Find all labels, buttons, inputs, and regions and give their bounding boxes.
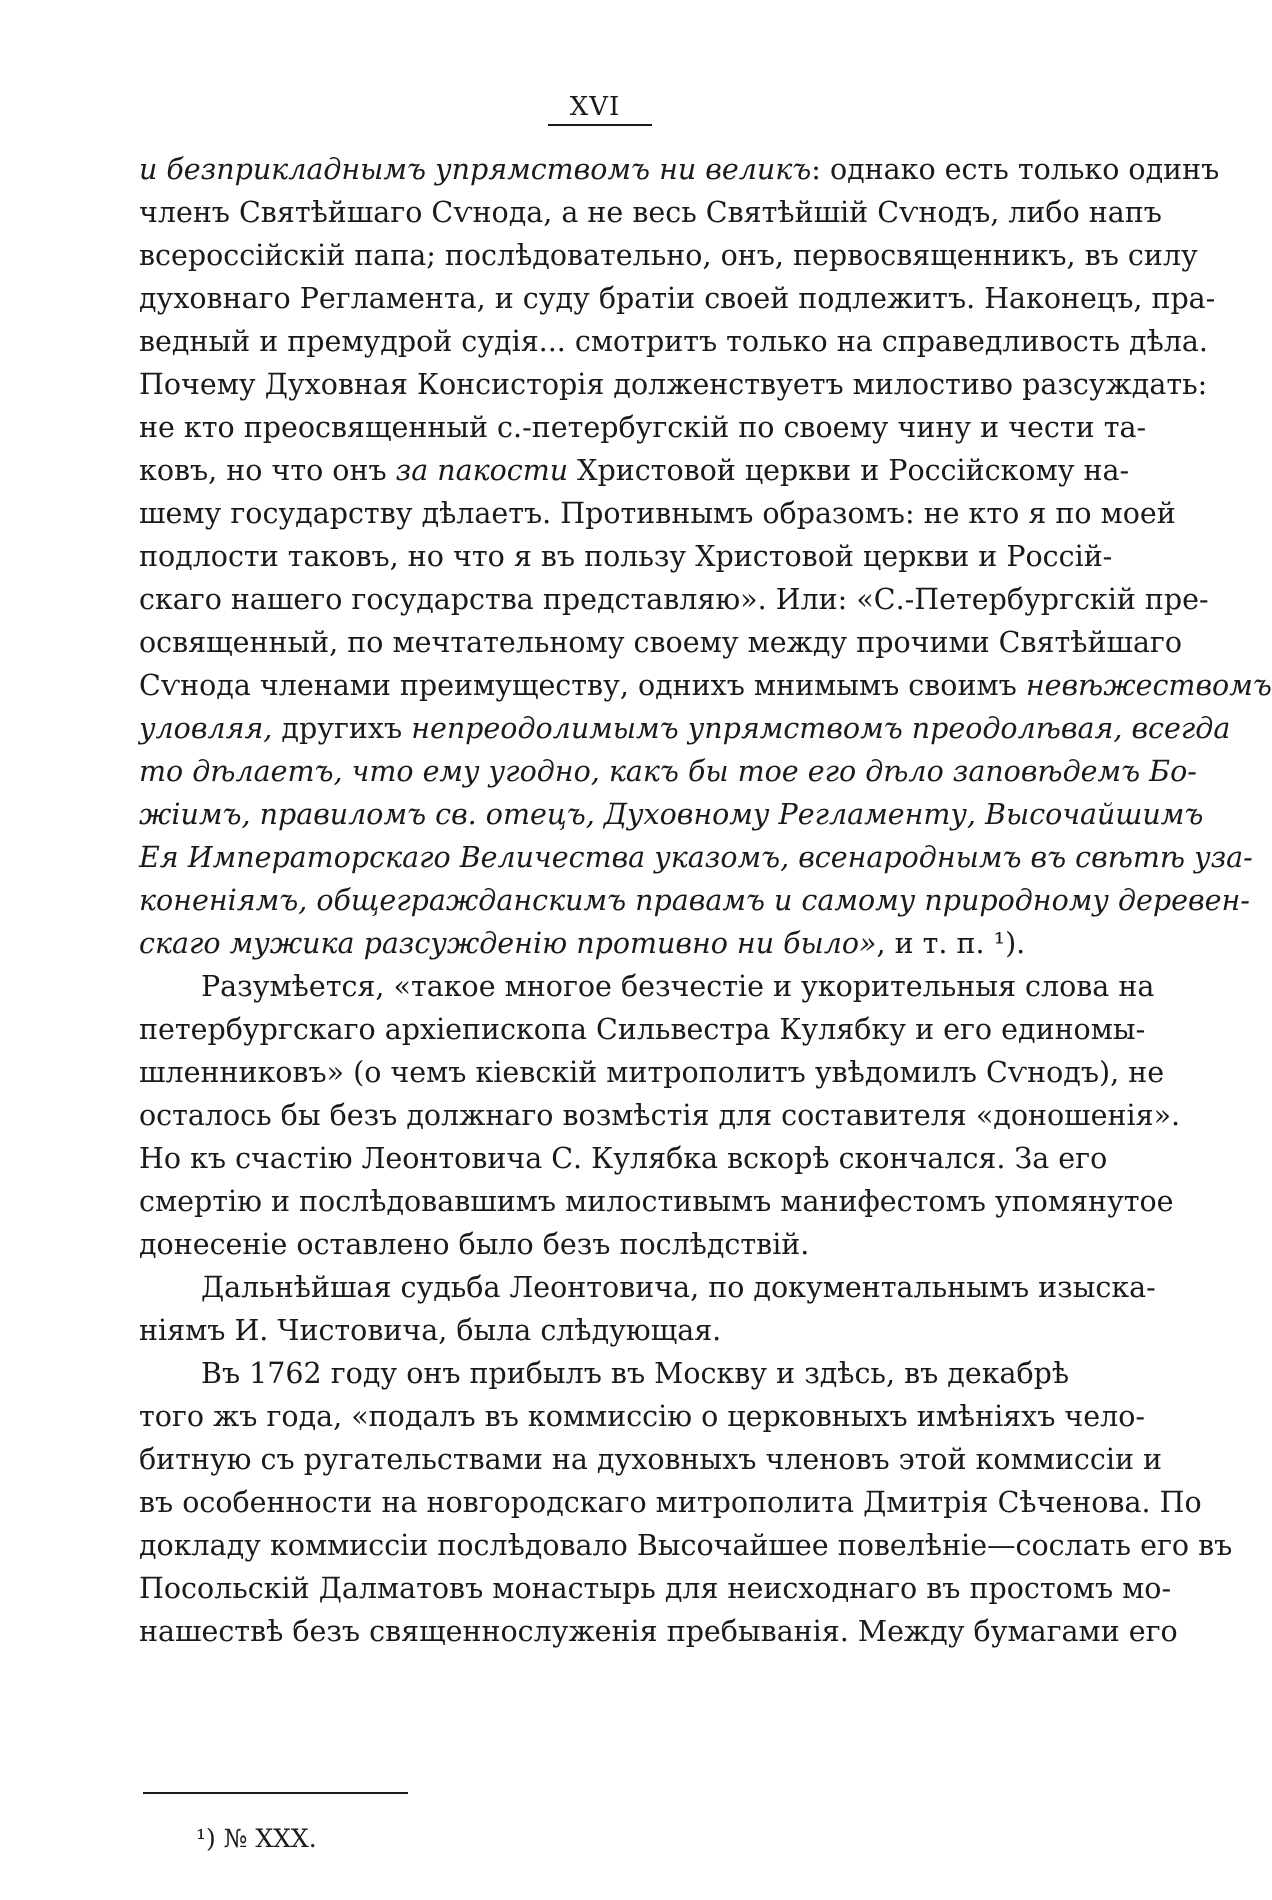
text-line [139, 664, 1272, 707]
paragraph [139, 1352, 1233, 1653]
text-run: того жъ года, «подалъ въ коммиссію о церковныхъ имѣніяхъ чело- [139, 1400, 1146, 1433]
text-line [139, 836, 1253, 879]
text-line [139, 535, 1113, 578]
text-run: въ особенности на новгородскаго митрополита Дмитрія Сѣченова. По [139, 1486, 1202, 1519]
text-line [139, 965, 1155, 1008]
text-run: Почему Духовная Консисторія долженствуетъ милостиво разсуждать: [139, 368, 1208, 401]
text-line [139, 750, 1197, 793]
text-line [139, 1352, 1070, 1395]
italic-text: Ея Императорскаго Величества указомъ, всенароднымъ въ свѣтѣ уза- [139, 841, 1253, 874]
text-run: шленниковъ» (о чемъ кіевскій митрополитъ увѣдомилъ Сѵнодъ), не [139, 1056, 1165, 1089]
italic-text: невѣжествомъ [1025, 669, 1272, 702]
text-run: Христовой церкви и Россійскому на- [568, 454, 1130, 487]
italic-text: скаго мужика разсужденію противно ни было» [139, 927, 877, 960]
text-line [139, 363, 1208, 406]
text-line [139, 922, 1061, 965]
text-line [139, 1266, 1156, 1309]
text-line [139, 277, 1216, 320]
text-run: духовнаго Регламента, и суду братіи своей подлежитъ. Наконецъ, пра- [139, 282, 1216, 315]
text-run: Посольскій Далматовъ монастырь для неисходнаго въ простомъ мо- [139, 1572, 1172, 1605]
header-rule [548, 124, 652, 126]
text-line [139, 707, 1231, 750]
text-run: скаго нашего государства представляю». Или: «С.-Петербургскій пре- [139, 583, 1209, 616]
text-line [139, 1008, 1146, 1051]
paragraph [139, 1266, 1156, 1352]
text-run: членъ Святѣйшаго Сѵнода, а не весь Святѣйшій Сѵнодъ, либо напъ [139, 196, 1162, 229]
text-line [139, 449, 1130, 492]
text-line [139, 492, 1176, 535]
text-run: шему государству дѣлаетъ. Противнымъ образомъ: не кто я по моей [139, 497, 1176, 530]
text-line [139, 1051, 1165, 1094]
page-number: XVI [569, 92, 621, 122]
text-line [139, 1481, 1202, 1524]
text-line [139, 1223, 1061, 1266]
text-run: ніямъ И. Чистовича, была слѣдующая. [139, 1314, 722, 1347]
text-line [139, 234, 1198, 277]
italic-text: уловляя, [139, 712, 273, 745]
text-line [139, 1567, 1172, 1610]
main-text [139, 148, 1272, 1653]
text-line [139, 578, 1209, 621]
text-line [139, 191, 1162, 234]
text-run: Разумѣется, «такое многое безчестіе и укорительныя слова на [201, 970, 1155, 1003]
paragraph [139, 965, 1181, 1266]
italic-text: то дѣлаетъ, что ему угодно, какъ бы тое его дѣло заповѣдемъ Бо- [139, 755, 1197, 788]
text-line [139, 1137, 1108, 1180]
paragraph [139, 148, 1272, 965]
text-line [139, 406, 1147, 449]
text-run: другихъ [272, 712, 412, 745]
italic-text: непреодолимымъ упрямствомъ преодолѣвая, всегда [411, 712, 1231, 745]
text-run: освященный, по мечтательному своему между прочими Святѣйшаго [139, 626, 1183, 659]
text-line [139, 879, 1250, 922]
text-run: , и т. п. ¹). [876, 927, 1026, 960]
text-run: Дальнѣйшая судьба Леонтовича, по документальнымъ изыска- [201, 1271, 1156, 1304]
text-run: ведный и премудрой судія... смотритъ только на справедливость дѣла. [139, 325, 1208, 358]
text-line [139, 1309, 1061, 1352]
text-run: не кто преосвященный с.-петербугскій по своему чину и чести та- [139, 411, 1147, 444]
text-line [139, 1180, 1174, 1223]
italic-text: жіимъ, правиломъ св. отецъ, Духовному Регламенту, Высочайшимъ [139, 798, 1204, 831]
text-line [139, 621, 1183, 664]
text-line [139, 1610, 1178, 1653]
italic-text: и безприкладнымъ упрямствомъ ни великъ [139, 153, 812, 186]
text-run: : однако есть только одинъ [811, 153, 1220, 186]
text-line [139, 1395, 1146, 1438]
text-run: осталось бы безъ должнаго возмѣстія для составителя «доношенія». [139, 1099, 1181, 1132]
footnote-rule [143, 1792, 408, 1794]
text-run: смертію и послѣдовавшимъ милостивымъ манифестомъ упомянутое [139, 1185, 1174, 1218]
text-line [139, 1524, 1233, 1567]
text-line [139, 1094, 1181, 1137]
text-line [139, 148, 1220, 191]
text-run: ковъ, но что онъ [139, 454, 396, 487]
text-run: докладу коммиссіи послѣдовало Высочайшее повелѣніе—сослать его въ [139, 1529, 1233, 1562]
text-run: нашествѣ безъ священнослуженія пребыванія. Между бумагами его [139, 1615, 1178, 1648]
text-run: подлости таковъ, но что я въ пользу Христовой церкви и Россій- [139, 540, 1113, 573]
footnote: ¹) № XXX. [196, 1824, 317, 1853]
text-run: петербургскаго архіепископа Сильвестра Кулябку и его единомы- [139, 1013, 1146, 1046]
italic-text: за пакости [395, 454, 569, 487]
text-run: всероссійскій папа; послѣдовательно, онъ, первосвященникъ, въ силу [139, 239, 1198, 272]
text-line [139, 320, 1208, 363]
italic-text: коненіямъ, общегражданскимъ правамъ и самому природному деревен- [139, 884, 1250, 917]
text-run: Сѵнода членами преимуществу, однихъ мнимымъ своимъ [139, 669, 1026, 702]
text-run: Но къ счастію Леонтовича С. Кулябка вскорѣ скончался. За его [139, 1142, 1108, 1175]
text-run: битную съ ругательствами на духовныхъ членовъ этой коммиссіи и [139, 1443, 1163, 1476]
text-line [139, 793, 1204, 836]
text-line [139, 1438, 1163, 1481]
text-run: Въ 1762 году онъ прибылъ въ Москву и здѣсь, въ декабрѣ [201, 1357, 1070, 1390]
text-run: донесеніе оставлено было безъ послѣдствій. [139, 1228, 810, 1261]
